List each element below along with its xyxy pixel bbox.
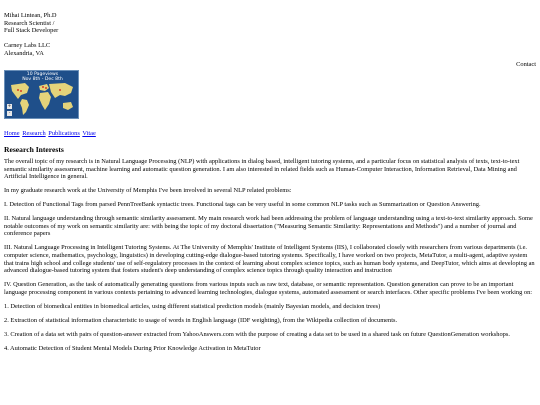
- paragraph-intro: In my graduate research work at the University of Memphis I've been involved in several NLP related problems:: [4, 187, 292, 195]
- visitor-dot: [42, 86, 44, 88]
- visitor-dot: [59, 89, 61, 91]
- nav-publications[interactable]: Publications: [48, 130, 80, 137]
- job-title: Research Scientist /: [4, 19, 55, 27]
- visitor-dot: [20, 90, 22, 92]
- map-stats: [5, 72, 79, 82]
- paragraph-functional-tags: I. Detection of Functional Tags from parsed PennTreeBank syntactic trees. Functional tags can be very useful in some common NLP tasks such as Summarization or Question Answering.: [4, 201, 481, 209]
- research-content: [4, 145, 535, 359]
- paragraph-semantic-similarity: II. Natural language understanding through semantic similarity assessment. My main research work had been addressing the problem of language understanding using a text-to-text similarity approach. Some notable outcomes of my work on semantic similarity are: with being the topic of my doctoral dissertation ("Measuring Semantic Similarity: Representations and Methods") and a number of journal and conference papers: [4, 215, 533, 238]
- paragraph-question-generation: IV. Question Generation, as the task of automatically generating questions from various inputs such as raw text, database, or semantic representation. Question generation can prove to be an important language processing component in various contexts pertaining to advanced learning technologies, dialogue systems, automated assessment or search interfaces. Other specific problems I've been working on:: [4, 281, 533, 296]
- paragraph-item-1: 1. Detection of biomedical entities in biomedical articles, using different statistical prediction models (mainly Bayesian models, and decision trees): [4, 302, 381, 310]
- europe: [39, 84, 49, 91]
- visitor-map-widget[interactable]: [4, 70, 79, 119]
- asia: [49, 83, 73, 98]
- australia: [63, 102, 73, 110]
- nav-research[interactable]: Research: [22, 130, 46, 137]
- contact-link[interactable]: Contact: [516, 61, 536, 68]
- job-title-cont: Full Stack Developer: [4, 27, 59, 35]
- africa: [39, 92, 51, 110]
- author-name: Mihai Lintean, Ph.D: [4, 12, 57, 19]
- paragraph-overview: The overall topic of my research is in Natural Language Processing (NLP) with applications in dialog based, intelligent tutoring systems, and a particular focus on statistical analysis of texts, text-to-text semantic similarity assessment, machine learning and automatic question generation. I am also interested in related fields such as Human-Computer Interaction, Information Retrieval, Data Mining and Artificial Intelligence in general.: [4, 158, 520, 181]
- contact-link-wrap: [516, 61, 536, 69]
- nav-home[interactable]: Home: [4, 130, 20, 137]
- continents: [11, 83, 73, 115]
- company-name: Carney Labs LLC: [4, 42, 51, 50]
- main-nav: [4, 130, 97, 138]
- zoom-in-button[interactable]: +: [7, 104, 12, 109]
- paragraph-tutoring-systems: III. Natural Language Processing in Intelligent Tutoring Systems. At The University of Memphis' Institute of Intelligent Systems (IIS), I collaborated closely with researchers from various departments (i.e. computer science, mathematics, psychology, linguistics) in developing cutting-edge dialogue-based tutoring systems. Specifically, I have worked on two projects, MetaTutor, a multi-agent, adaptive system that trains high school and college students' use of self-regulatory processes in the context of learning about complex science topics, such as human body systems, and DeepTutor, which aims at developing an advanced dialogue-based tutoring system that fosters student's deep understanding of complex science topics through quality interaction and instruction: [4, 244, 535, 275]
- paragraph-item-3: 3. Creation of a data set with pairs of question-answer extracted from YahooAnswers.com with the purpose of creating a data set to be used in a shared task on future QuestionGeneration workshops.: [4, 330, 510, 338]
- visitor-dot: [17, 89, 19, 91]
- paragraph-item-2: 2. Extraction of statistical information characteristic to usage of words in English language (IDF weighting), from the Wikipedia collection of documents.: [4, 316, 398, 324]
- south-america: [20, 99, 29, 115]
- location: Alexandria, VA: [4, 49, 44, 57]
- paragraph-item-4: 4. Automatic Detection of Student Mental Models During Prior Knowledge Activation in MetaTutor: [4, 344, 261, 352]
- map-pageviews: 10 Pageviews: [26, 72, 59, 77]
- zoom-out-button[interactable]: -: [8, 111, 11, 116]
- visitor-dot: [45, 87, 47, 89]
- nav-vitae[interactable]: Vitae: [82, 130, 96, 137]
- profile-header: [4, 12, 304, 58]
- section-title: Research Interests: [4, 145, 64, 154]
- map-date-range: Nov 8th - Dec 8th: [22, 77, 63, 83]
